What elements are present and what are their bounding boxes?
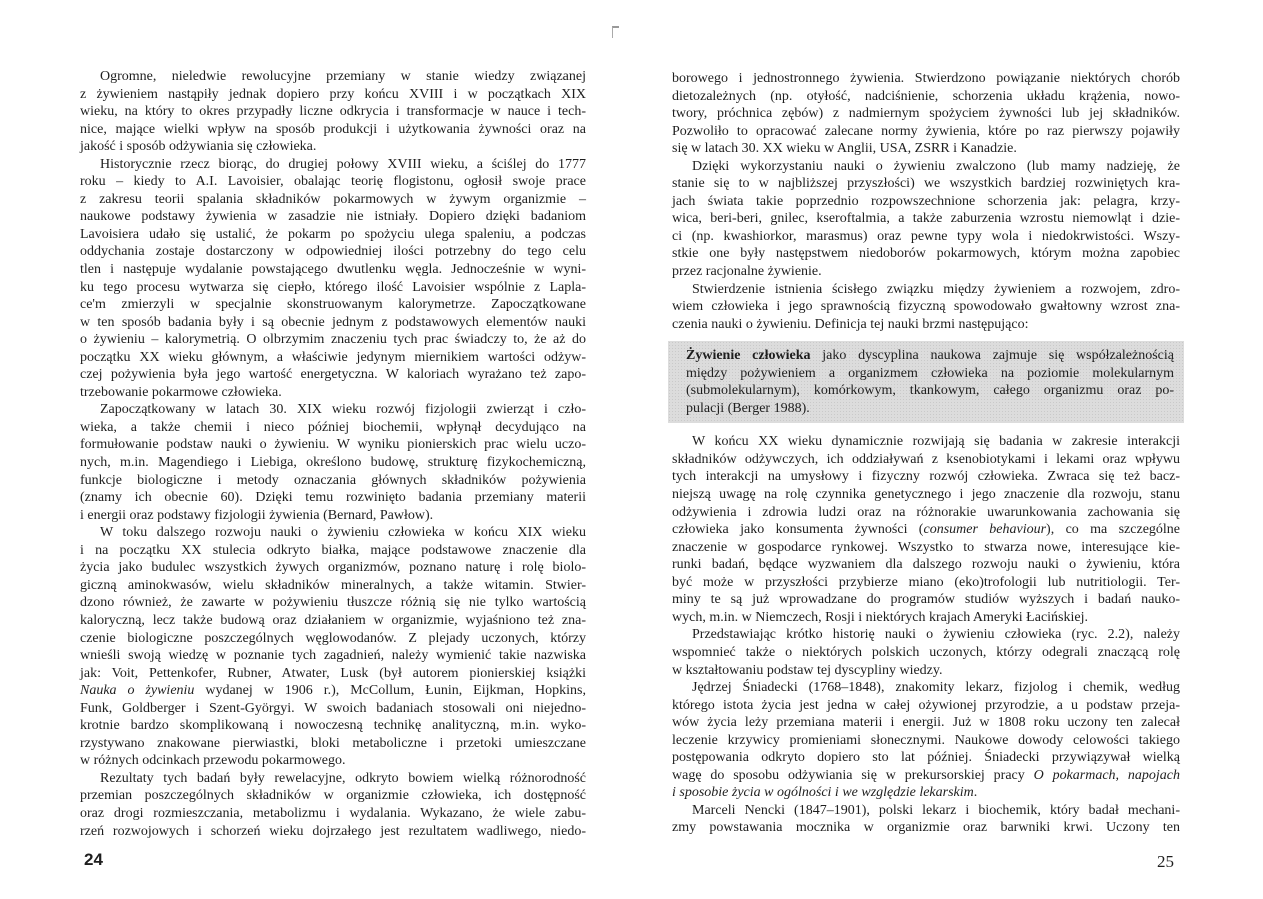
text-line: giczną aminokwasów, wielu składników mineralnych, a także witamin. Stwier- <box>80 577 586 593</box>
text-line: roku – kiedy to A.I. Lavoisier, obalając teorię flogistonu, ogłosił swoje prace <box>80 174 586 190</box>
text-line: jach świata takie poprzednio rozpowszechnione schorzenia jak: pelagra, krzy- <box>672 193 1180 209</box>
paragraph <box>672 433 1180 626</box>
text-line: oddychania zostaje dostarczony w odpowiedniej ilości potrzebny do tego celu <box>80 244 586 260</box>
text-line: wiem człowieka i jego sprawnością fizyczną spowodowało gwałtowny wzrost zna- <box>672 299 1180 315</box>
text-line: przemian poszczególnych składników w organizmie człowieka, ich dostępność <box>80 788 586 804</box>
text-line: między pożywieniem a organizmem człowieka na poziomie molekularnym <box>686 365 1174 381</box>
definition-box <box>668 341 1184 423</box>
text-line: czenie biologiczne poszczególnych węglowodanów. Z plejady uczonych, którzy <box>80 630 586 646</box>
text-line: runki badań, będące wyzwaniem dla dalszego rozwoju nauki o żywieniu, która <box>672 557 1180 573</box>
text-line: nych, m.in. Magendiego i Liebiga, określono budowę, strukturę fizykochemiczną, <box>80 455 586 471</box>
text-line: w kształtowaniu podstaw tej dyscypliny wiedzy. <box>672 662 943 678</box>
text-line: życia jako budulec wszystkich żywych organizmów, poznano naturę i rolę biolo- <box>80 560 586 576</box>
text-line: krotnie bardzo skomplikowaną i nowoczesną technikę analityczną, m.in. wyko- <box>80 718 586 734</box>
text-line: dzono również, że zawarte w pożywieniu tłuszcze różnią się nie tylko wartością <box>80 595 586 611</box>
text-line: czej pożywienia była jego wartość energetyczna. W kaloriach wyrażano też zapo- <box>80 367 586 383</box>
paragraph <box>672 70 1180 158</box>
italic-text: consumer behaviour <box>923 522 1047 538</box>
text-span: jako dyscyplina naukowa zajmuje się współzależnością <box>810 348 1174 364</box>
text-line: czenia nauki o żywieniu. Definicja tej nauki brzmi następująco: <box>672 316 1029 332</box>
text-line: się w latach 30. XX wieku w Anglii, USA, ZSRR i Kanadzie. <box>672 141 1017 157</box>
text-line: (znamy ich obecnie 60). Dzięki temu rozwinięto badania przemiany materii <box>80 490 586 506</box>
paragraph <box>80 401 586 524</box>
text-span: ), co ma szczególne <box>1046 522 1181 538</box>
text-line: leczenie krzywicy promieniami słonecznymi. Naukowe dowody celowości takiego <box>672 732 1180 748</box>
text-line: formułowanie podstaw nauki o żywieniu. W wyniku pionierskich prac wielu uczo- <box>80 437 586 453</box>
text-line <box>672 767 1180 785</box>
text-line: pulacji (Berger 1988). <box>686 400 810 416</box>
text-line: wica, beri-beri, gnilec, kseroftalmia, a także zaburzenia wzrostu niemowląt i dzie- <box>672 211 1180 227</box>
text-line: z żywieniem nastąpiły jednak dopiero przy końcu XVIII i w początkach XIX <box>80 86 586 102</box>
text-line: wspomnieć także o niektórych polskich uczonych, którzy odegrali znaczącą rolę <box>672 644 1180 660</box>
text-line: tlen i następuje wydalanie powstającego dwutlenku węgla. Jednocześnie w wyni- <box>80 262 586 278</box>
text-line: miny te są już wprowadzane do programów studiów wyższych i badań nauko- <box>672 592 1180 608</box>
text-line: którego istota życia jest jedna w całej ożywionej przyrodzie, a u podstaw przeja- <box>672 697 1180 713</box>
text-line: kaloryczną, lecz także budową oraz działaniem w organizmie, wyjaśniono też zna- <box>80 612 586 628</box>
text-line: i energii oraz podstawy fizjologii żywienia (Bernard, Pawłow). <box>80 507 434 523</box>
text-line: rzeń rozwojowych i schorzeń wieku dojrzałego jest rezultatem wadliwego, niedo- <box>80 823 586 839</box>
text-line: borowego i jednostronnego żywienia. Stwierdzono powiązanie niektórych chorób <box>672 71 1180 86</box>
text-line: Zapoczątkowany w latach 30. XIX wieku rozwój fizjologii zwierząt i czło- <box>100 402 586 418</box>
paragraph <box>80 524 586 770</box>
paragraph <box>80 770 586 840</box>
text-line: Historycznie rzecz biorąc, do drugiej połowy XVIII wieku, a ściślej do 1777 <box>100 156 586 172</box>
text-line: Stwierdzenie istnienia ścisłego związku między żywieniem a rozwojem, zdro- <box>692 281 1180 297</box>
text-line: ku tego procesu wytwarza się ciepło, którego ilość Lavoisier wspólnie z Lapla- <box>80 279 586 295</box>
text-line: Dzięki wykorzystaniu nauki o żywieniu zwalczono (lub mamy nadzieję, że <box>692 158 1180 174</box>
text-line: w różnych odcinkach przewodu pokarmowego. <box>80 753 346 769</box>
text-span: . <box>973 785 978 801</box>
italic-text: O pokarmach, napojach <box>1033 767 1181 783</box>
text-line: stkie one były następstwem niedoborów pokarmowych, którym można zapobiec <box>672 246 1180 262</box>
text-line: ci (np. kwashiorkor, marasmus) oraz pewne typy wola i niedokrwistości. Wszy- <box>672 228 1180 244</box>
paragraph <box>672 802 1180 837</box>
text-span: człowieka jako konsumenta żywności ( <box>672 522 924 538</box>
paragraph <box>672 679 1180 802</box>
text-line: Ogromne, nieledwie rewolucyjne przemiany w stanie wiedzy związanej <box>100 69 586 84</box>
italic-text: i sposobie życia w ogólności i we względzie lekarskim <box>672 785 974 801</box>
text-line: jakość i sposób odżywiania się człowieka. <box>80 139 317 155</box>
paragraph <box>672 626 1180 679</box>
text-line: wnieśli swoją wiedzę w poznanie tych zagadnień, należy wymienić takie nazwiska <box>80 648 586 664</box>
text-line: wów życia leży przemiana materii i energii. Już w 1808 roku uczony ten zalecał <box>672 715 1180 731</box>
text-line: Pozwoliło to opracować zalecane normy żywienia, które po raz pierwszy pojawiły <box>672 123 1180 139</box>
text-line: Jędrzej Śniadecki (1768–1848), znakomity lekarz, fizjolog i chemik, według <box>692 680 1180 696</box>
scan-artifact <box>612 26 619 38</box>
text-line: nice, mające wielki wpływ na sposób produkcji i użytkowania żywności oraz na <box>80 121 586 137</box>
text-line: naukowe podstawy żywienia w zasadzie nie istniały. Dopiero dzięki badaniom <box>80 209 586 225</box>
text-line: postępowania odkryto dopiero sto lat później. Śniadecki przywiązywał wielką <box>672 750 1180 766</box>
text-line: zmy powstawania mocznika w organizmie oraz barwniki krwi. Uczony ten <box>672 820 1180 836</box>
italic-text: Nauka o żywieniu <box>80 683 195 699</box>
page-left <box>80 68 586 840</box>
text-line: (submolekularnym), komórkowym, tkankowym, całego organizmu oraz po- <box>686 383 1174 399</box>
text-line: wieku, na który to okres przypadły liczne odkrycia i transformacje w nauce i tech- <box>80 104 586 120</box>
page-number-left: 24 <box>84 850 103 869</box>
text-line: z zakresu teorii spalania składników pokarmowych w żywym organizmie – <box>80 191 586 207</box>
page-number-right: 25 <box>1157 852 1174 871</box>
page-right <box>672 70 1180 837</box>
text-line: przez racjonalne żywienie. <box>672 264 822 280</box>
text-line: w ten sposób badania były i są obecnie jednym z podstawowych elementów nauki <box>80 314 586 330</box>
text-line <box>686 347 1174 365</box>
text-line: Rezultaty tych badań były rewelacyjne, odkryto bowiem wielką różnorodność <box>100 770 586 786</box>
text-line: rzystywano znakowane pierwiastki, bloki metaboliczne i przetoki umieszczane <box>80 735 586 751</box>
text-line: trzebowanie pokarmowe człowieka. <box>80 384 282 400</box>
text-line: odżywienia i zdrowia ludzi oraz na różnorakie uwarunkowania zachowania się <box>672 504 1180 520</box>
text-line: Funk, Goldberger i Szent-Györgyi. W swoich badaniach stosowali oni niejedno- <box>80 700 586 716</box>
text-line: Przedstawiając krótko historię nauki o żywieniu człowieka (ryc. 2.2), należy <box>692 627 1180 643</box>
text-line: dietozależnych (np. otyłość, nadciśnienie, schorzenia układu krążenia, nowo- <box>672 88 1180 104</box>
bold-term: Żywienie człowieka <box>686 348 811 364</box>
text-span: wydanej w 1906 r.), McCollum, Łunin, Eijkman, Hopkins, <box>194 683 586 699</box>
paragraph <box>672 281 1180 334</box>
text-span: wagę do sposobu odżywiania się w prekursorskiej pracy <box>672 767 1034 783</box>
text-line: wych, m.in. w Niemczech, Rosji i niektórych krajach Ameryki Łacińskiej. <box>672 609 1088 625</box>
text-line: tych interakcji na umysłowy i fizyczny rozwój człowieka. Zwraca się też bacz- <box>672 469 1180 485</box>
text-line: o żywieniu – kalorymetrią. O olbrzymim znaczeniu tych prac świadczy to, że aż do <box>80 332 586 348</box>
text-line: początku XX wieku głównym, a właściwie jedynym miernikiem wartości odżyw- <box>80 349 586 365</box>
paragraph <box>672 158 1180 281</box>
text-line: Marceli Nencki (1847–1901), polski lekarz i biochemik, który badał mechani- <box>692 802 1180 818</box>
text-line: twory, próchnica zębów) z nadmiernym spożyciem żywności lub jej składników. <box>672 106 1180 122</box>
text-line <box>80 682 586 700</box>
paragraph <box>80 68 586 156</box>
text-line: jak: Voit, Pettenkofer, Rubner, Atwater, Lusk (był autorem pionierskiej książki <box>80 665 586 681</box>
text-line: znaczenie w gospodarce rynkowej. Wszystko to stwarza nowe, interesujące kie- <box>672 539 1180 555</box>
text-line: wieka, a także chemii i nieco później biochemii, wpłynął decydująco na <box>80 419 586 435</box>
text-line: funkcje biologiczne i metody oznaczania głównych składników pożywienia <box>80 472 586 488</box>
text-line: ce'm zmierzyli w specjalnie skonstruowanym kalorymetrze. Zapoczątkowane <box>80 297 586 313</box>
text-line: niejszą uwagę na rolę czynnika genetycznego i jego znaczenie dla rozwoju, stanu <box>672 487 1180 503</box>
text-line: być może w przyszłości przybierze miano (eko)trofologii lub nutritiologii. Ter- <box>672 574 1180 590</box>
text-line: W toku dalszego rozwoju nauki o żywieniu człowieka w końcu XIX wieku <box>100 525 586 541</box>
text-line: W końcu XX wieku dynamicznie rozwijają się badania w zakresie interakcji <box>692 434 1180 450</box>
text-line: Lavoisiera udało się ustalić, że pokarm po spożyciu ulega spaleniu, a podczas <box>80 226 586 242</box>
text-line: i na początku XX stulecia odkryto białka, mające podstawowe znaczenie dla <box>80 542 586 558</box>
text-line: oraz drogi rozmieszczania, metabolizmu i wydalania. Wykazano, że wiele zabu- <box>80 805 586 821</box>
text-line: składników odżywczych, ich oddziaływań z ksenobiotykami i lekami oraz wpływu <box>672 451 1180 467</box>
text-line <box>672 784 1180 802</box>
text-line: stanie się to w najbliższej przyszłości) we wszystkich bardziej rozwiniętych kra- <box>672 176 1180 192</box>
text-line <box>672 521 1180 539</box>
paragraph <box>80 156 586 402</box>
